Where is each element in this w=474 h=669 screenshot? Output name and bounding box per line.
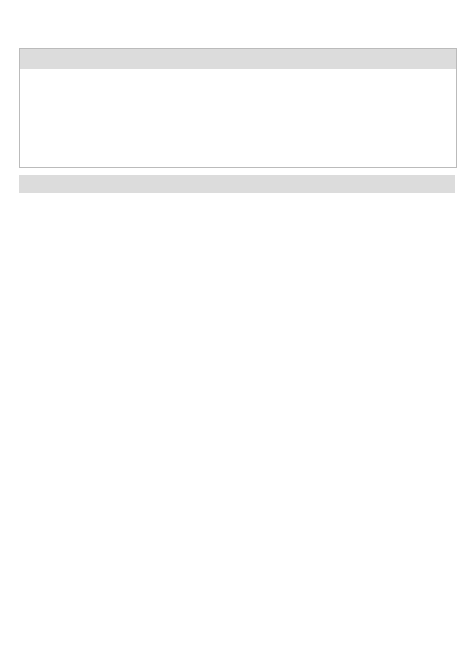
whole-inch-table (19, 48, 457, 168)
fraction-table-header (19, 175, 455, 193)
whole-inch-table-header (20, 49, 456, 69)
